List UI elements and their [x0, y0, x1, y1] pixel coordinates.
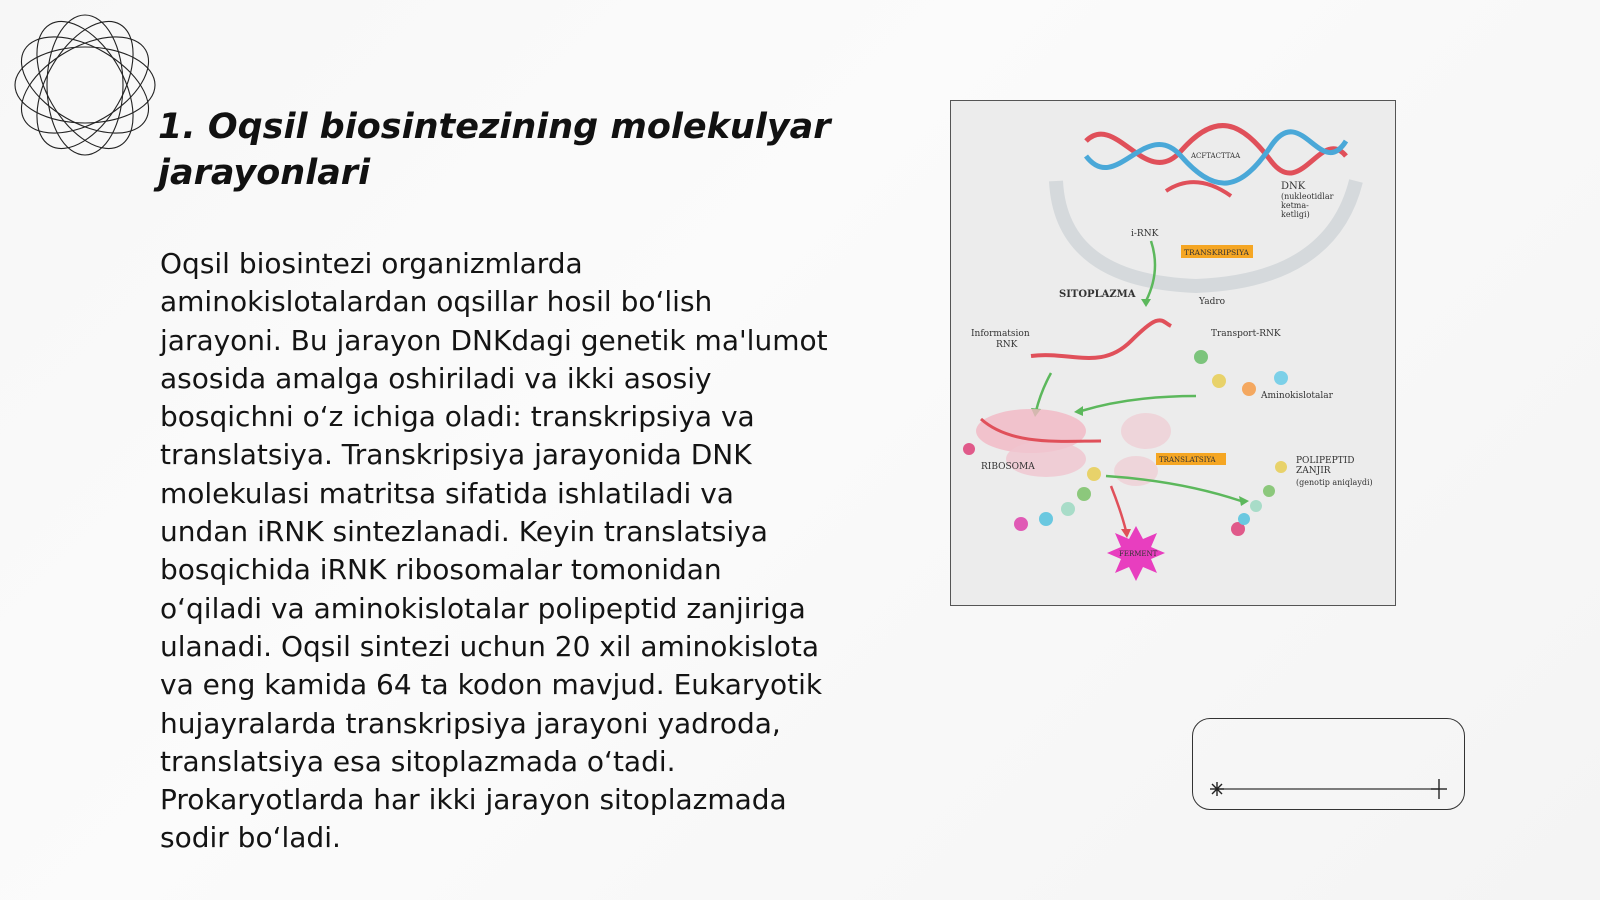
polypeptide-label: POLIPEPTID [1296, 456, 1355, 466]
transport-rnk-label: Transport-RNK [1211, 329, 1281, 339]
protein-synthesis-diagram [950, 100, 1396, 606]
dna-sequence-label: ACFTACTTAA [1191, 152, 1241, 160]
slide-title: 1. Oqsil biosintezining molekulyar jarayonlari [158, 107, 831, 193]
informational-label: Informatsion [971, 329, 1030, 339]
dna-note-label-3: ketligi) [1281, 210, 1310, 219]
dna-note-label-2: ketma- [1281, 201, 1309, 210]
sparkle-icon [1431, 779, 1447, 799]
dna-label: DNK [1281, 181, 1306, 192]
nucleus-label: Yadro [1199, 297, 1226, 307]
decorative-ornament [10, 10, 160, 160]
chain-label: ZANJIR [1296, 466, 1331, 476]
cytoplasm-label: SITOPLAZMA [1059, 289, 1136, 300]
ribosome-label: RIBOSOMA [981, 462, 1035, 472]
amino-acids-label: Aminokislotalar [1261, 391, 1333, 401]
starburst-icon [1210, 782, 1224, 796]
decorative-frame [1192, 718, 1465, 810]
rnk-label: RNK [996, 340, 1018, 350]
irnk-label: i-RNK [1131, 229, 1159, 239]
dna-note-label: (nukleotidlar [1281, 192, 1334, 201]
translation-label: TRANSLATSIYA [1159, 456, 1216, 464]
transcription-label: TRANSKRIPSIYA [1184, 248, 1249, 257]
enzyme-label: FERMENT [1119, 550, 1158, 558]
chain-note-label: (genotip aniqlaydi) [1296, 478, 1373, 487]
slide-body-text: Oqsil biosintezi organizmlarda aminokislotalardan oqsillar hosil bo‘lish jarayoni. Bu jarayon DNKdagi genetik ma'lumot asosida amalga oshiriladi va ikki asosiy bosqichni o‘z ichiga oladi: transkripsiya va translatsiya. Transkripsiya jarayonida DNK molekulasi matritsa sifatida ishlatiladi va undan iRNK sintezlanadi. Keyin translatsiya bosqichida iRNK ribosomalar tomonidan o‘qiladi va aminokislotalar polipeptid zanjiriga ulanadi. Oqsil sintezi uchun 20 xil aminokislota va eng kamida 64 ta kodon mavjud. Eukaryotik hujayralarda transkripsiya jarayoni yadroda, translatsiya esa sitoplazmada o‘tadi. Prokaryotlarda har ikki jarayon sitoplazmada sodir bo‘ladi. [160, 247, 828, 855]
